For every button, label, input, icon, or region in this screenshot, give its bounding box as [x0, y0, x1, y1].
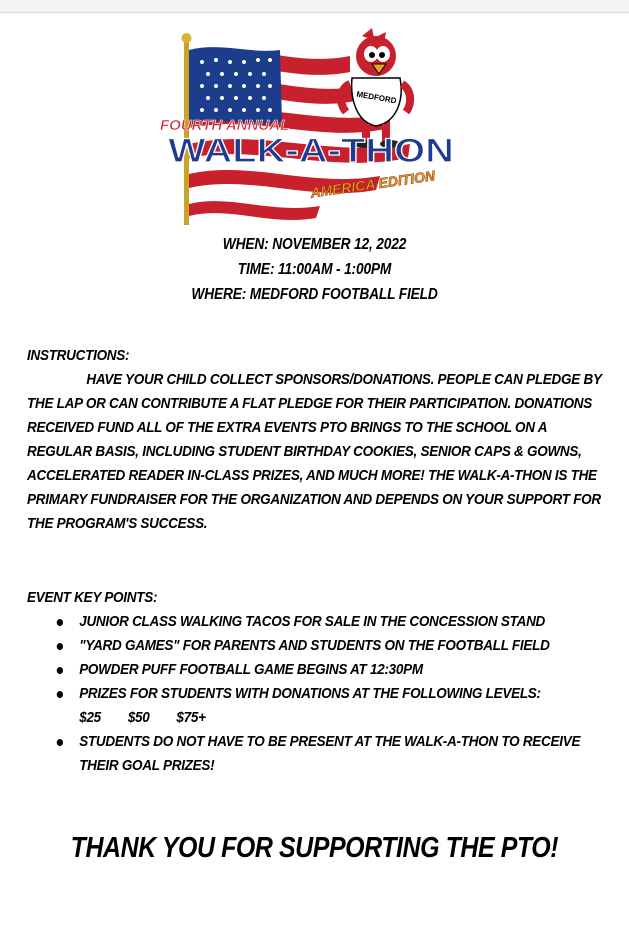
logo-walk-a-thon: WALK-A-THON: [168, 132, 454, 170]
logo-fourth-annual: FOURTH ANNUAL: [160, 117, 290, 134]
key-points-section: [27, 586, 612, 778]
bullet-icon: [57, 691, 63, 698]
thank-you-message: THANK YOU FOR SUPPORTING THE PTO!: [70, 832, 559, 864]
bullet-icon: [57, 667, 63, 674]
logo-america-edition: AMERICA EDITION: [309, 167, 436, 201]
prize-level: $75+: [176, 709, 206, 726]
event-info: [0, 232, 629, 307]
walk-a-thon-logo: [150, 28, 470, 228]
event-time: TIME: 11:00AM - 1:00PM: [237, 261, 392, 278]
key-points-list: [27, 610, 612, 778]
key-points-heading: EVENT KEY POINTS:: [27, 589, 158, 606]
mascot-shirt-text: MEDFORD: [355, 89, 398, 106]
list-item: POWDER PUFF FOOTBALL GAME BEGINS AT 12:30PM: [27, 658, 612, 682]
list-item: STUDENTS DO NOT HAVE TO BE PRESENT AT THE WALK-A-THON TO RECEIVE THEIR GOAL PRIZES!: [27, 730, 612, 778]
event-when: WHEN: NOVEMBER 12, 2022: [222, 236, 407, 253]
event-where: WHERE: MEDFORD FOOTBALL FIELD: [191, 286, 438, 303]
instructions-body: HAVE YOUR CHILD COLLECT SPONSORS/DONATIONS. PEOPLE CAN PLEDGE BY THE LAP OR CAN CONTRIBUTE A FLAT PLEDGE FOR THEIR PARTICIPATION. DONATIONS RECEIVED FUND ALL OF THE EXTRA EVENTS PTO BRINGS TO THE SCHOOL ON A REGULAR BASIS, INCLUDING STUDENT BIRTHDAY COOKIES, SENIOR CAPS & GOWNS, ACCELERATED READER IN-CLASS PRIZES, AND MUCH MORE! THE WALK-A-THON IS THE PRIMARY FUNDRAISER FOR THE ORGANIZATION AND DEPENDS ON YOUR SUPPORT FOR THE PROGRAM'S SUCCESS.: [27, 371, 602, 532]
list-item: JUNIOR CLASS WALKING TACOS FOR SALE IN THE CONCESSION STAND: [27, 610, 612, 634]
instructions-heading: INSTRUCTIONS:: [27, 347, 130, 364]
prize-level: $50: [127, 709, 150, 726]
prize-level: $25: [79, 709, 101, 726]
bullet-icon: [57, 643, 63, 650]
flag-pole-top: [182, 33, 192, 43]
instructions-section: [27, 344, 612, 536]
bullet-icon: [57, 619, 63, 626]
list-item: PRIZES FOR STUDENTS WITH DONATIONS AT THE FOLLOWING LEVELS:: [27, 682, 612, 706]
list-item: "YARD GAMES" FOR PARENTS AND STUDENTS ON THE FOOTBALL FIELD: [27, 634, 612, 658]
bullet-icon: [57, 739, 63, 746]
prize-levels: [27, 706, 612, 730]
viewer-top-bar: [0, 0, 629, 13]
